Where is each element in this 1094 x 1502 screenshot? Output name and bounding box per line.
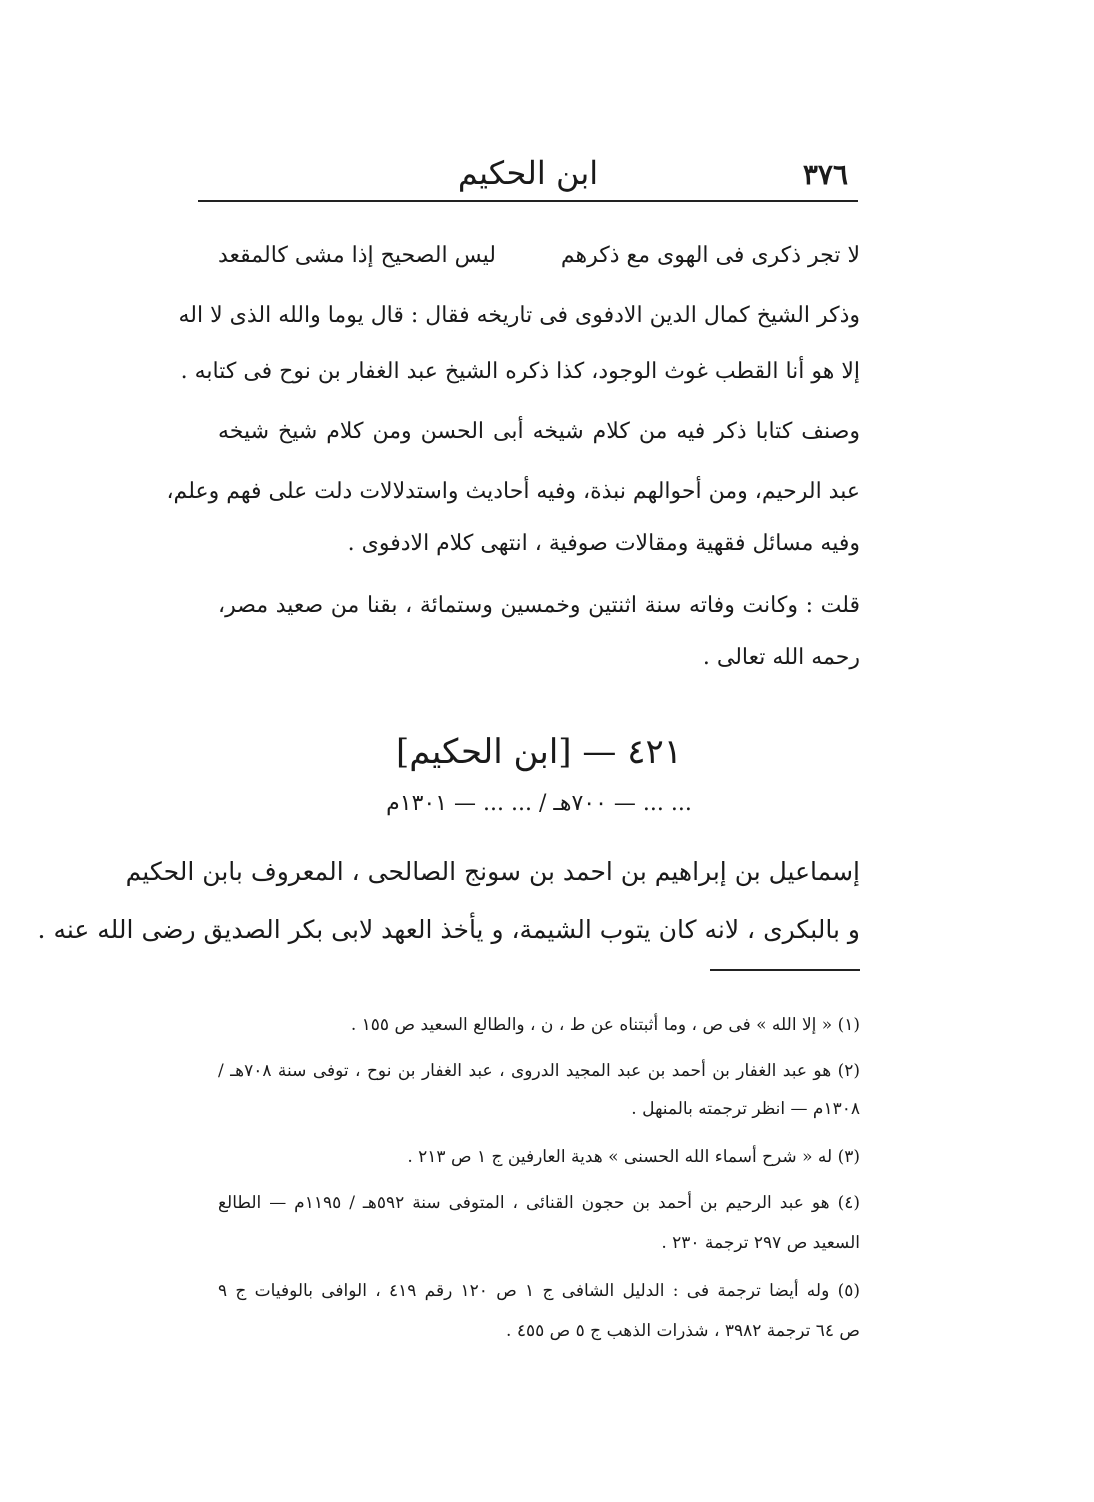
body-line: قلت : وكانت وفاته سنة اثنتين وخمسين وستمائة ، بقنا من صعيد مصر،	[218, 593, 860, 618]
footnote-3: (٣) له « شرح أسماء الله الحسنى » هدية العارفين ج ١ ص ٢١٣ .	[407, 1147, 860, 1167]
running-title: ابن الحكيم	[457, 154, 599, 192]
body-line: وفيه مسائل فقهية ومقالات صوفية ، انتهى كلام الادفوى .	[347, 531, 860, 556]
entry-dates: ... ... — ٧٠٠هـ / ... ... — ١٣٠١م	[386, 791, 692, 816]
biography-line: و بالبكرى ، لانه كان يتوب الشيمة، و يأخذ العهد لابى بكر الصديق رضى الله عنه .	[37, 915, 860, 944]
footnote-1: (١) « إلا الله » فى ص ، وما أثبتناه عن ط ، ن ، والطالع السعيد ص ١٥٥ .	[350, 1015, 860, 1035]
page-header	[198, 150, 858, 202]
body-line: وذكر الشيخ كمال الدين الادفوى فى تاريخه فقال : قال يوما والله الذى لا اله	[178, 303, 860, 328]
footnote-2: (٢) هو عبد الغفار بن أحمد بن عبد المجيد الدروى ، عبد الغفار بن نوح ، توفى سنة ٧٠٨هـ /	[218, 1061, 860, 1081]
entry-heading: ٤٢١ — [ابن الحكيم]	[396, 732, 682, 772]
footnote-5-continued: ص ٦٤ ترجمة ٣٩٨٢ ، شذرات الذهب ج ٥ ص ٤٥٥ .	[506, 1321, 860, 1341]
biography-line: إسماعيل بن إبراهيم بن احمد بن سونج الصالحى ، المعروف بابن الحكيم	[125, 857, 860, 886]
footnote-4-continued: السعيد ص ٢٩٧ ترجمة ٢٣٠ .	[661, 1233, 860, 1253]
verse-first-hemistich: لا تجر ذكرى فى الهوى مع ذكرهم	[560, 243, 860, 268]
footnote-2-continued: ١٣٠٨م — انظر ترجمته بالمنهل .	[631, 1099, 860, 1119]
verse-second-hemistich: ليس الصحيح إذا مشى كالمقعد	[218, 243, 496, 268]
body-line: رحمه الله تعالى .	[702, 645, 860, 670]
body-line: عبد الرحيم، ومن أحوالهم نبذة، وفيه أحاديث واستدلالات دلت على فهم وعلم،	[166, 479, 860, 504]
poetry-verse	[218, 236, 860, 276]
body-line: وصنف كتابا ذكر فيه من كلام شيخه أبى الحسن ومن كلام شيخ شيخه	[218, 419, 860, 444]
body-line: إلا هو أنا القطب غوث الوجود، كذا ذكره الشيخ عبد الغفار بن نوح فى كتابه .	[180, 359, 860, 384]
footnote-divider	[710, 969, 860, 971]
page-number: ٣٧٦	[802, 158, 848, 191]
footnote-4: (٤) هو عبد الرحيم بن أحمد بن حجون القنائى ، المتوفى سنة ٥٩٢هـ / ١١٩٥م — الطالع	[218, 1193, 860, 1213]
footnote-5: (٥) وله أيضا ترجمة فى : الدليل الشافى ج ١ ص ١٢٠ رقم ٤١٩ ، الوافى بالوفيات ج ٩	[218, 1281, 860, 1301]
